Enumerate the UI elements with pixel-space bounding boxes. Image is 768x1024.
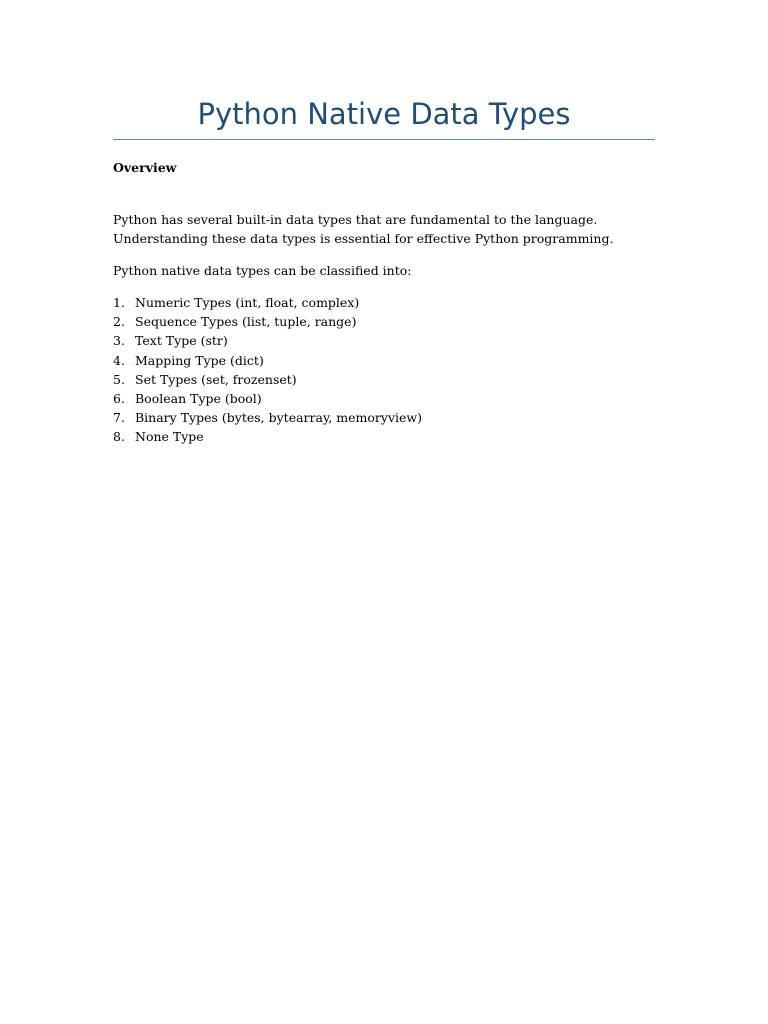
list-item [113,427,422,446]
list-item [113,370,422,389]
title-underline-rule [113,139,655,140]
list-item [113,331,422,350]
intro-paragraph: Python has several built-in data types that are fundamental to the language. Understanding these data types is essential for effective Python programming. [113,212,614,246]
list-item-number: 8. [113,429,125,445]
list-item-number: 6. [113,391,125,407]
list-item-text: None Type [135,429,204,445]
list-item-number: 5. [113,371,125,387]
list-item-number: 1. [113,295,125,310]
list-item-text: Numeric Types (int, float, complex) [135,295,360,310]
document-title: Python Native Data Types [197,97,571,131]
list-item [113,351,422,370]
list-item [113,312,422,331]
list-item [113,293,422,312]
list-item-number: 3. [113,333,125,349]
list-item-text: Sequence Types (list, tuple, range) [135,314,357,330]
list-item-number: 7. [113,410,125,426]
list-item-text: Text Type (str) [135,333,228,349]
list-item [113,408,422,427]
list-item-text: Mapping Type (dict) [135,352,264,368]
list-item-text: Boolean Type (bool) [135,391,262,407]
section-heading-overview: Overview [113,160,177,175]
list-item-number: 4. [113,352,125,368]
data-types-list [113,293,422,447]
list-item-text: Set Types (set, frozenset) [135,371,297,387]
lead-in-paragraph: Python native data types can be classified into: [113,263,412,278]
list-item [113,389,422,408]
list-item-text: Binary Types (bytes, bytearray, memoryview) [135,410,422,426]
list-item-number: 2. [113,314,125,330]
